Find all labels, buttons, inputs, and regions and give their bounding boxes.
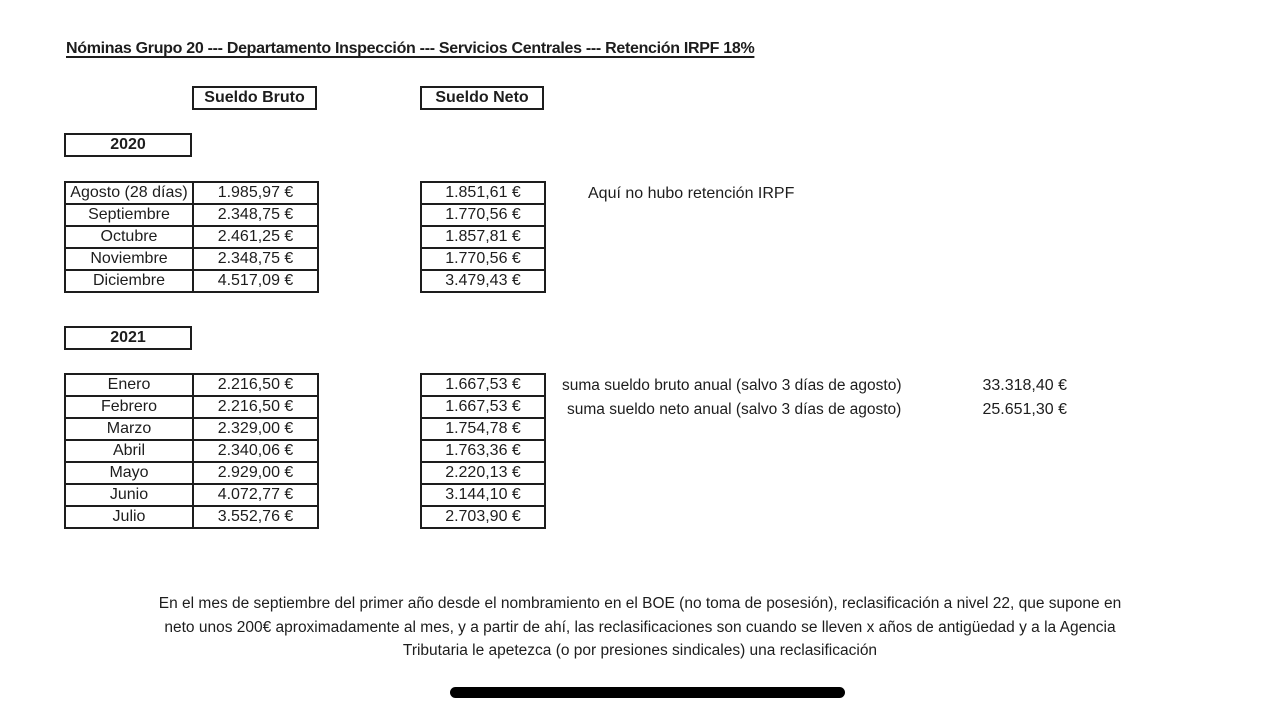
black-divider-bar xyxy=(450,687,845,698)
table-row xyxy=(65,484,318,506)
table-row xyxy=(65,182,318,204)
neto-value-cell: 1.851,61 € xyxy=(421,182,545,204)
annual-net-sum-label: suma sueldo neto anual (salvo 3 días de agosto) xyxy=(567,401,902,418)
footnote-line-2: neto unos 200€ aproximadamente al mes, y a partir de ahí, las reclasificaciones son cuando se lleven x años de antigüedad y a la Agencia xyxy=(164,618,1116,636)
year-label-2020: 2020 xyxy=(64,133,192,157)
bruto-value-cell: 3.552,76 € xyxy=(193,506,318,528)
column-header-sueldo-bruto: Sueldo Bruto xyxy=(192,86,317,110)
table-row xyxy=(421,182,545,204)
table-row xyxy=(65,270,318,292)
bruto-value-cell: 4.517,09 € xyxy=(193,270,318,292)
neto-value-cell: 3.479,43 € xyxy=(421,270,545,292)
month-cell: Septiembre xyxy=(65,204,193,226)
neto-value-cell: 1.667,53 € xyxy=(421,396,545,418)
footnote-line-1: En el mes de septiembre del primer año desde el nombramiento en el BOE (no toma de posesión), reclasificación a nivel 22, que supone en xyxy=(158,595,1122,612)
table-row xyxy=(421,462,545,484)
month-cell: Marzo xyxy=(65,418,193,440)
table-row xyxy=(421,396,545,418)
month-cell: Julio xyxy=(65,506,193,528)
footnote-paragraph xyxy=(60,592,1220,663)
neto-value-cell: 1.857,81 € xyxy=(421,226,545,248)
table-row xyxy=(421,248,545,270)
column-header-sueldo-neto: Sueldo Neto xyxy=(420,86,544,110)
annual-net-sum-value: 25.651,30 € xyxy=(982,401,1067,418)
table-row xyxy=(65,462,318,484)
table-row xyxy=(421,440,545,462)
table-row xyxy=(65,418,318,440)
footnote-line-3: Tributaria le apetezca (o por presiones sindicales) una reclasificación xyxy=(402,642,878,659)
neto-value-cell: 3.144,10 € xyxy=(421,484,545,506)
table-row xyxy=(65,204,318,226)
table-row xyxy=(65,506,318,528)
salary-table-2021-bruto xyxy=(64,373,319,529)
neto-value-cell: 1.763,36 € xyxy=(421,440,545,462)
bruto-value-cell: 2.929,00 € xyxy=(193,462,318,484)
month-cell: Enero xyxy=(65,374,193,396)
annual-gross-sum-value: 33.318,40 € xyxy=(982,377,1067,394)
neto-value-cell: 1.754,78 € xyxy=(421,418,545,440)
bruto-value-cell: 2.348,75 € xyxy=(193,248,318,270)
month-cell: Abril xyxy=(65,440,193,462)
table-row xyxy=(65,226,318,248)
year-label-2021: 2021 xyxy=(64,326,192,350)
note-no-irpf-retention: Aquí no hubo retención IRPF xyxy=(588,185,795,202)
month-cell: Noviembre xyxy=(65,248,193,270)
table-row xyxy=(421,506,545,528)
month-cell: Junio xyxy=(65,484,193,506)
table-row xyxy=(65,440,318,462)
month-cell: Febrero xyxy=(65,396,193,418)
table-row xyxy=(421,484,545,506)
month-cell: Mayo xyxy=(65,462,193,484)
table-row xyxy=(65,396,318,418)
page-title: Nóminas Grupo 20 --- Departamento Inspección --- Servicios Centrales --- Retención IRPF 18% xyxy=(66,40,755,57)
table-row xyxy=(421,418,545,440)
table-row xyxy=(421,270,545,292)
table-row xyxy=(421,374,545,396)
annual-gross-sum-label: suma sueldo bruto anual (salvo 3 días de agosto) xyxy=(562,377,902,394)
neto-value-cell: 2.220,13 € xyxy=(421,462,545,484)
neto-value-cell: 1.667,53 € xyxy=(421,374,545,396)
bruto-value-cell: 2.216,50 € xyxy=(193,396,318,418)
bruto-value-cell: 2.329,00 € xyxy=(193,418,318,440)
salary-table-2021-neto xyxy=(420,373,546,529)
salary-table-2020-neto xyxy=(420,181,546,293)
annual-net-sum-row xyxy=(567,401,1067,419)
neto-value-cell: 2.703,90 € xyxy=(421,506,545,528)
neto-value-cell: 1.770,56 € xyxy=(421,204,545,226)
bruto-value-cell: 2.216,50 € xyxy=(193,374,318,396)
neto-value-cell: 1.770,56 € xyxy=(421,248,545,270)
annual-gross-sum-row xyxy=(562,377,1067,395)
table-row xyxy=(65,248,318,270)
salary-table-2020-bruto xyxy=(64,181,319,293)
table-row xyxy=(65,374,318,396)
bruto-value-cell: 2.461,25 € xyxy=(193,226,318,248)
bruto-value-cell: 2.348,75 € xyxy=(193,204,318,226)
month-cell: Agosto (28 días) xyxy=(65,182,193,204)
table-row xyxy=(421,204,545,226)
month-cell: Octubre xyxy=(65,226,193,248)
bruto-value-cell: 2.340,06 € xyxy=(193,440,318,462)
bruto-value-cell: 1.985,97 € xyxy=(193,182,318,204)
table-row xyxy=(421,226,545,248)
month-cell: Diciembre xyxy=(65,270,193,292)
bruto-value-cell: 4.072,77 € xyxy=(193,484,318,506)
